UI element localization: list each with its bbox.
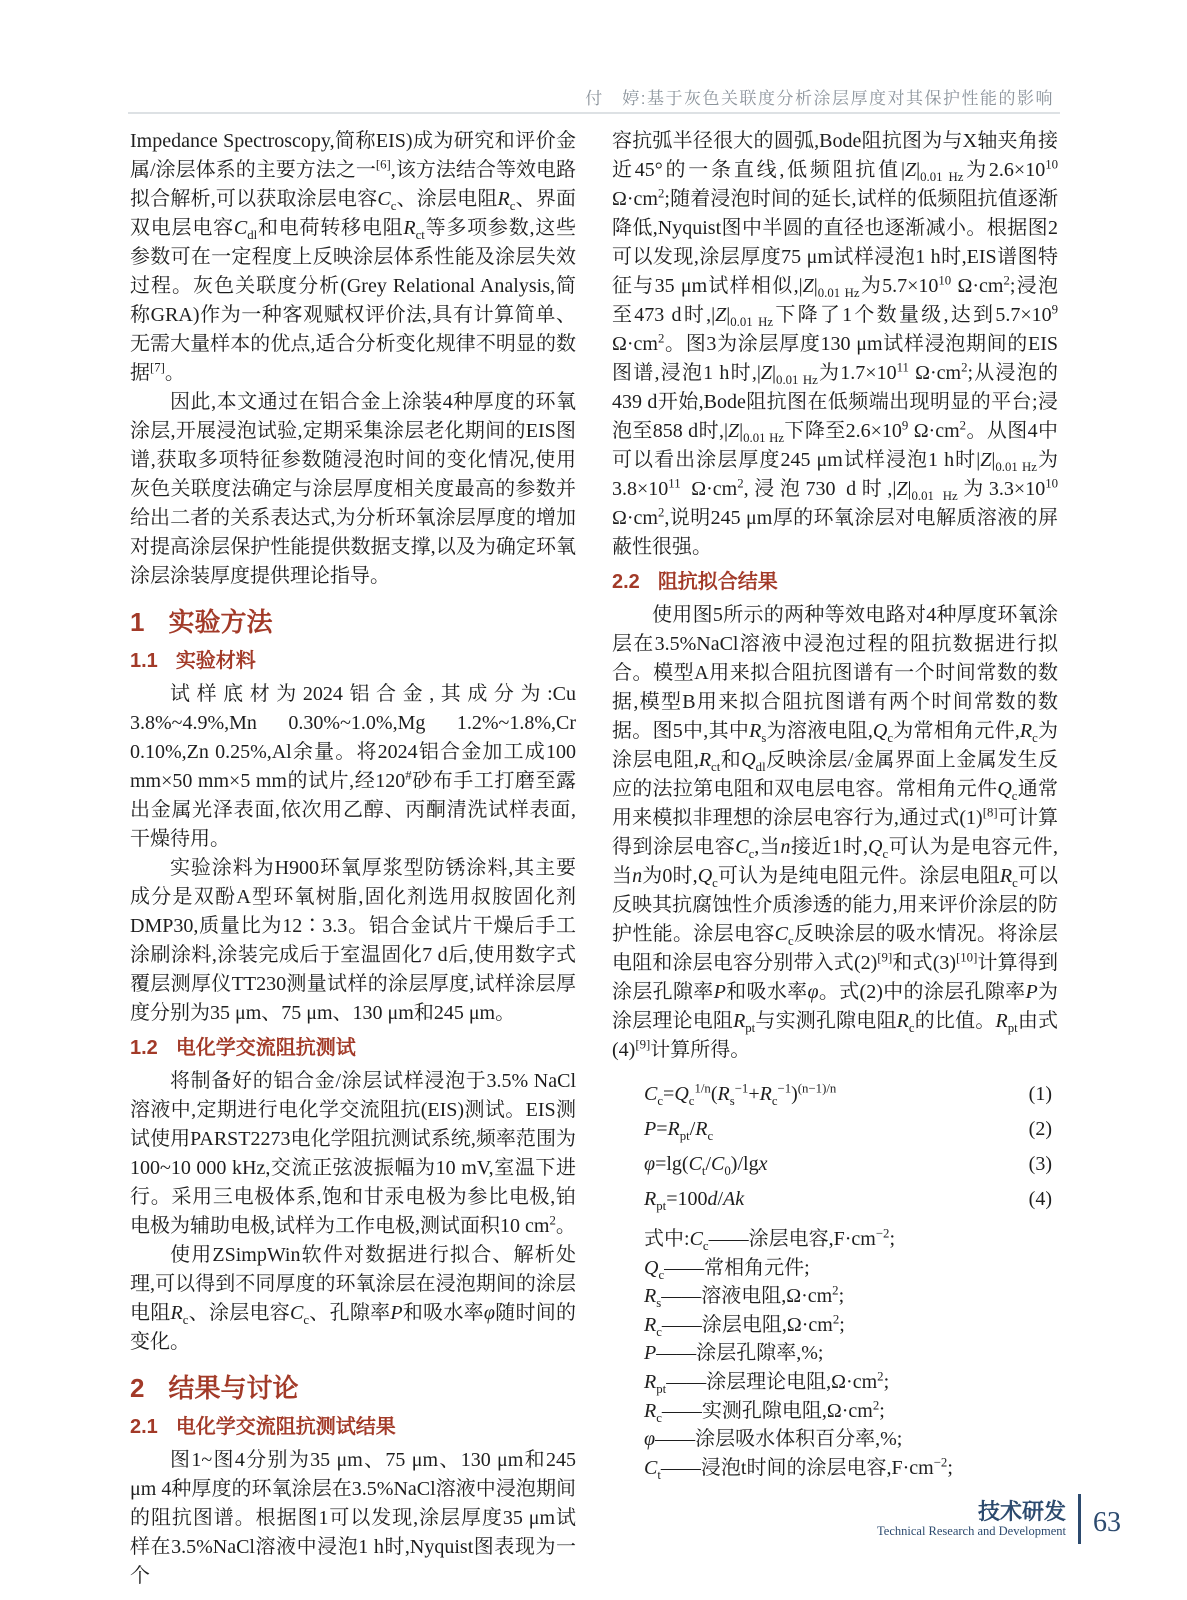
equation-1-number: (1) bbox=[1028, 1083, 1052, 1105]
section-1-number: 1 bbox=[130, 607, 145, 637]
page-header bbox=[130, 84, 1058, 109]
article-body bbox=[130, 127, 1058, 1591]
equation-3 bbox=[612, 1147, 1058, 1182]
symbol-def-rc-measured: $R_c——$实测孔隙电阻$,\Omega\cdot cm^2$; bbox=[644, 1397, 885, 1425]
symbol-definitions bbox=[612, 1225, 1058, 1482]
equation-1 bbox=[612, 1077, 1058, 1112]
equation-4-number: (4) bbox=[1028, 1188, 1052, 1210]
symbol-def-qc: $Q_c——$常相角元件; bbox=[644, 1256, 810, 1282]
footer-divider-bar bbox=[1078, 1494, 1081, 1544]
equation-2 bbox=[612, 1112, 1058, 1147]
equation-1-formula: $C_c=Q_c^{1/n}(R_s^{-1}+R_c^{-1})^{(n-1)/n}$ bbox=[644, 1081, 837, 1108]
section-1-2-heading bbox=[130, 1036, 576, 1060]
section-1-title: 实验方法 bbox=[168, 607, 273, 637]
section-1-2-title: 电化学交流阻抗测试 bbox=[175, 1036, 356, 1059]
para-material-coating: 实验涂料为H900环氧厚浆型防锈涂料,其主要成分是双酚A型环氧树脂,固化剂选用叔胺固化剂DMP30,质量比为12∶3.3。铝合金试片干燥后手工涂刷涂料,涂装完成后于室温固化7 d后,使用数字式覆层测厚仪TT230测量试样的涂层厚度,试样涂层厚度分别为35 μm、75 μm、130 μm和245 μm。 bbox=[130, 856, 576, 1024]
section-2-number: 2 bbox=[130, 1372, 145, 1403]
section-1-1-title: 实验材料 bbox=[175, 649, 256, 672]
para-purpose: 因此,本文通过在铝合金上涂装4种厚度的环氧涂层,开展浸泡试验,定期采集涂层老化期间的EIS图谱,获取多项特征参数随浸泡时间的变化情况,使用灰色关联度法确定与涂层厚度相关度最高的参数并给出二者的关系表达式,为分析环氧涂层厚度的增加对提高涂层保护性能提供数据支撑,以及为确定环氧涂层涂装厚度提供理论指导。 bbox=[130, 391, 576, 587]
section-2-2-heading bbox=[612, 570, 1058, 594]
equation-3-formula: $\varphi=\lg(C_t/C_0)$/lgx bbox=[644, 1153, 768, 1178]
equation-3-number: (3) bbox=[1028, 1153, 1052, 1175]
symbol-def-p: P——涂层孔隙率,%; bbox=[644, 1342, 824, 1365]
section-1-heading bbox=[130, 608, 576, 638]
section-1-2-number: 1.2 bbox=[130, 1036, 158, 1059]
para-eis-fitting-software: 使用ZSimpWin软件对数据进行拟合、解析处理,可以得到不同厚度的环氧涂层在浸泡期间的涂层电阻$R_c$、涂层电容$C_c$、孔隙率P和吸水率φ随时间的变化。 bbox=[130, 1243, 577, 1353]
symbol-def-ct: $C_t——$浸泡t时间的涂层电容$,F\cdot cm^{-2}$; bbox=[644, 1455, 953, 1482]
equation-2-formula: $P=R_{pt}/R_c$ bbox=[644, 1118, 714, 1143]
equation-2-number: (2) bbox=[1028, 1118, 1052, 1140]
left-column bbox=[130, 127, 576, 1591]
para-material-substrate: 试样底材为2024铝合金,其成分为:Cu 3.8%~4.9%,Mn 0.30%~1.0%,Mg 1.2%~1.8%,Cr 0.10%,Zn 0.25%,Al余量。将2024铝合金加工成100 mm×50 mm×5 mm的试片,经120#砂布手工打磨至露出金属光泽表面,依次用乙醇、丙酮清洗试样表面,干燥待用。 bbox=[130, 682, 576, 850]
para-eis-test-setup: 将制备好的铝合金/涂层试样浸泡于3.5% NaCl溶液中,定期进行电化学交流阻抗(EIS)测试。EIS测试使用PARST2273电化学阻抗测试系统,频率范围为100~10 000 kHz,交流正弦波振幅为10 mV,室温下进行。采用三电极体系,饱和甘汞电极为参比电极,铂电极为辅助电极,试样为工作电极,测试面积10 $cm^2$。 bbox=[130, 1069, 576, 1237]
header-rule bbox=[128, 112, 1060, 114]
section-2-heading bbox=[130, 1374, 576, 1404]
section-2-title: 结果与讨论 bbox=[168, 1372, 299, 1403]
equation-4 bbox=[612, 1182, 1058, 1217]
right-column bbox=[612, 127, 1058, 1591]
section-2-2-title: 阻抗拟合结果 bbox=[657, 571, 778, 593]
section-2-1-title: 电化学交流阻抗测试结果 bbox=[175, 1415, 396, 1438]
section-1-1-number: 1.1 bbox=[130, 649, 158, 672]
symbol-def-rc: $R_c——$涂层电阻$,\Omega\cdot cm^2$; bbox=[644, 1312, 845, 1339]
symbol-def-cc: 式中$:C_c——$涂层电容$,F\cdot cm^{-2}$; bbox=[644, 1226, 895, 1253]
symbol-def-phi: φ——涂层吸水体积百分率,%; bbox=[644, 1428, 903, 1451]
section-2-2-number: 2.2 bbox=[612, 571, 640, 593]
running-title: 付 婷:基于灰色关联度分析涂层厚度对其保护性能的影响 bbox=[585, 89, 1054, 108]
footer-section-labels bbox=[877, 1499, 1066, 1539]
equation-block bbox=[612, 1077, 1058, 1217]
para-results-continued: 容抗弧半径很大的圆弧,Bode阻抗图为与X轴夹角接近45°的一条直线,低频阻抗值$|Z|_{0.01 Hz}$为$2.6\times 10^{10}$ $\Omega\cdot cm^2$;随着浸泡时间的延长,试样的低频阻抗值逐渐降低,Nyquist图中半圆的直径也逐渐减小。根据图2可以发现,涂层厚度75 μm试样浸泡1 h时,EIS谱图特征与35 μm试样相似$,|Z|_{0.01 Hz}$为$5.7\times 10^{10}$ $\Omega\cdot cm^2$;浸泡至473 d时$,|Z|_{0.01 Hz}$下降了1个数量级,达到$5.7\times 10^9$ $\Omega\cdot cm^2$。图3为涂层厚度130 μm试样浸泡期间的EIS图谱,浸泡1 h时$,|Z|_{0.01 Hz}$为$1.7\times 10^{11}$ $\Omega\cdot cm^2$;从浸泡的439 d开始,Bode阻抗图在低频端出现明显的平台;浸泡至858 d时$,|Z|_{0.01 Hz}$下降至$2.6\times 10^9$ $\Omega\cdot cm^2$。从图4中可以看出涂层厚度245 μm试样浸泡1 h时$|Z|_{0.01 Hz}$为$3.8\times 10^{11}$ $\Omega\cdot cm^2$,浸泡730 d时$,|Z|_{0.01 Hz}$为$3.3\times 10^{10}$ $\Omega\cdot cm^2$,说明245 μm厚的环氧涂层对电解质溶液的屏蔽性很强。 bbox=[612, 130, 1059, 558]
para-results-figures: 图1~图4分别为35 μm、75 μm、130 μm和245 μm 4种厚度的环氧涂层在3.5%NaCl溶液中浸泡期间的阻抗图谱。根据图1可以发现,涂层厚度35 μm试样在3.5%NaCl溶液中浸泡1 h时,Nyquist图表现为一个 bbox=[130, 1448, 576, 1587]
para-impedance-fitting: 使用图5所示的两种等效电路对4种厚度环氧涂层在3.5%NaCl溶液中浸泡过程的阻抗数据进行拟合。模型A用来拟合阻抗图谱有一个时间常数的数据,模型B用来拟合阻抗图谱有两个时间常数的数据。图5中,其中$R_s$为溶液电阻$,Q_c$为常相角元件$,R_c$为涂层电阻$,R_{ct}$和$Q_{dl}$反映涂层/金属界面上金属发生反应的法拉第电阻和双电层电容。常相角元件$Q_c$通常用来模拟非理想的涂层电容行为,通过式(1)[8]可计算得到涂层电容$C_c$,当n接近1时$,Q_c$可认为是电容元件,当n为0时$,Q_c$可认为是纯电阻元件。涂层电阻$R_c$可以反映其抗腐蚀性介质渗透的能力,用来评价涂层的防护性能。涂层电容$C_c$反映涂层的吸水情况。将涂层电阻和涂层电容分别带入式(2)[9]和式(3)[10]计算得到涂层孔隙率P和吸水率φ。式(2)中的涂层孔隙率P为涂层理论电阻$R_{pt}$与实测孔隙电阻$R_c$的比值。$R_{pt}$由式(4)[9]计算所得。 bbox=[612, 604, 1059, 1061]
section-2-1-number: 2.1 bbox=[130, 1415, 158, 1438]
footer-section-name-zh: 技术研发 bbox=[977, 1498, 1066, 1524]
footer-section-name-en: Technical Research and Development bbox=[877, 1524, 1066, 1539]
symbol-def-rs: $R_s——$溶液电阻$,\Omega\cdot cm^2$; bbox=[644, 1283, 845, 1311]
symbol-def-rpt: $R_{pt}——$涂层理论电阻$,\Omega\cdot cm^2$; bbox=[644, 1369, 890, 1396]
page-number: 63 bbox=[1093, 1507, 1121, 1538]
page-footer bbox=[877, 1494, 1121, 1544]
para-eis-intro: Impedance Spectroscopy,简称EIS)成为研究和评价金属/涂层体系的主要方法之一[6],该方法结合等效电路拟合解析,可以获取涂层电容$C_c$、涂层电阻$R_c$、界面双电层电容$C_{dl}$和电荷转移电阻$R_{ct}$等多项参数,这些参数可在一定程度上反映涂层体系性能及涂层失效过程。灰色关联度分析(Grey Relational Analysis,简称GRA)作为一种客观赋权评价法,具有计算简单、无需大量样本的优点,适合分析变化规律不明显的数据[7]。 bbox=[130, 130, 577, 384]
section-1-1-heading bbox=[130, 649, 576, 673]
section-2-1-heading bbox=[130, 1415, 576, 1439]
equation-4-formula: $R_{pt}=100d/Ak$ bbox=[644, 1188, 745, 1213]
